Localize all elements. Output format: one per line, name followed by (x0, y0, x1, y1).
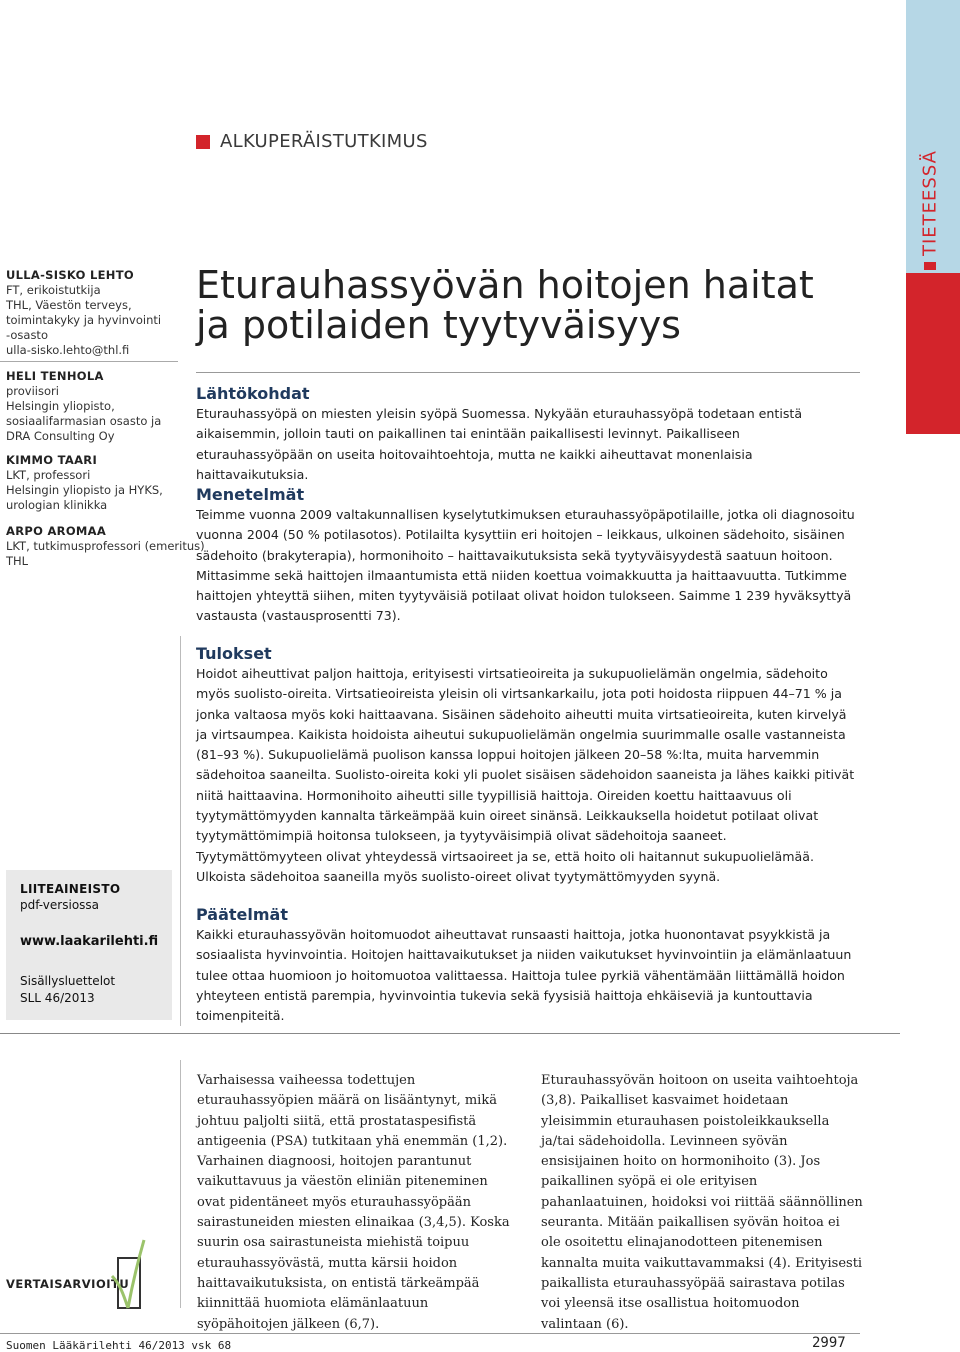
section-label (196, 131, 428, 152)
abstract-heading: Päätelmät (196, 905, 288, 924)
abstract-heading: Menetelmät (196, 485, 305, 504)
author-info: Helsingin yliopisto, (6, 399, 115, 413)
author-info: -osasto (6, 328, 48, 342)
page-number: 2997 (812, 1335, 846, 1351)
article-title (196, 265, 876, 345)
author-block (6, 524, 205, 569)
square-bullet-icon (196, 135, 210, 149)
author-info: LKT, professori (6, 468, 91, 482)
author-info: FT, erikoistutkija (6, 283, 101, 297)
peer-review-label: VERTAISARVIOITU (6, 1277, 130, 1291)
author-info: THL (6, 554, 29, 568)
author-info: DRA Consulting Oy (6, 429, 115, 443)
footer-journal: Suomen Lääkärilehti 46/2013 vsk 68 (6, 1339, 232, 1352)
abstract-text: Hoidot aiheuttivat paljon haittoja, erityisesti virtsatieoireita ja sukupuolielämän ongelmia, sädehoito myös suolisto-oireita. Virtsatieoireista yleisin oli virtsankarkailu, jota poti hoidosta riippuen 44–71 % ja jonka valtaosa myös koki haittaavana. Sisäinen sädehoito aiheutti muita virtsatieoireita, kuten kirvelyä ja virtsaumpea. Kaikista hoidoista aiheutui sukupuolielämän ongelmia suurimmalle osalle vastanneista (81–93 %). Sukupuolielämä puolison kanssa loppui hoitojen jälkeen 20–58 %:lta, muita harvemmin sädehoitoa saaneilta. Suolisto-oireita koki yli puolet sisäisen sädehoidon saaneista ja lähes kaikki pitivät niitä haittaavina. Hormonihoito aiheutti sille tyypillisiä haittoja. Oireiden koettu haittaavuus oli tyytymättömyyden kannalta tärkeämpää kuin oireet sinänsä. Leikkauksella hoidetut potilaat olivat tyytymättömimpiä hoitonsa tulokseen, ja tyytyväisimpiä olivat sädehoitoja saaneet. Tyytymättömyyteen olivat yhteydessä virtsaoireet ja se, että hoito oli haitannut sukupuolielämää. Ulkoista sädehoitoa saaneilla myös suolisto-oireet olivat tyytymättömyyden syynä. (196, 666, 855, 884)
references-subtitle: pdf-versiossa (20, 898, 100, 912)
author-info: LKT, tutkimusprofessori (emeritus) (6, 539, 205, 553)
abstract-heading: Tulokset (196, 644, 272, 663)
abstract-section-background (196, 384, 856, 485)
square-bullet-icon (924, 262, 936, 270)
author-block (6, 453, 176, 513)
author-info: Helsingin yliopisto ja HYKS, (6, 483, 163, 497)
peer-review-check-icon (108, 1236, 158, 1316)
website-link[interactable]: www.laakarilehti.fi (20, 934, 159, 949)
section-label-text: ALKUPERÄISTUTKIMUS (220, 131, 428, 152)
references-title: LIITEAINEISTO (20, 882, 121, 896)
abstract-text: Kaikki eturauhassyövän hoitomuodot aiheuttavat runsaasti haittoja, jotka huonontavat psyykkistä ja sosiaalista hyvinvointia. Hoitojen haittavaikutukset ja niiden vaikutukset hyvinvointiin ja elämänlaatuun tulee ottaa huomioon jo hoitomuotoa valittaessa. Haittoja tulee pyrkiä vähentämään liittämällä hoidon yhteyteen entistä parempia, hyvinvointia tukevia sekä fyysisiä haittoja ehkäiseviä ja kuntouttavia toimenpiteitä. (196, 927, 852, 1024)
toc-label: Sisällysluettelot (20, 974, 116, 988)
issue-label: SLL 46/2013 (20, 991, 95, 1005)
author-email: ulla-sisko.lehto@thl.fi (6, 343, 130, 357)
author-info: toimintakyky ja hyvinvointi (6, 313, 162, 327)
column-divider (180, 636, 181, 1026)
author-info: sosiaalifarmasian osasto ja (6, 414, 162, 428)
abstract-section-methods (196, 485, 856, 627)
references-box (6, 870, 172, 1020)
title-line: Eturauhassyövän hoitojen haitat (196, 263, 814, 307)
side-tab-bottom (906, 273, 960, 434)
side-tab-text: TIETEESSÄ (919, 150, 941, 256)
title-divider (196, 372, 860, 373)
author-info: THL, Väestön terveys, (6, 298, 132, 312)
column-divider (180, 1060, 181, 1308)
author-name: HELI TENHOLA (6, 369, 104, 383)
author-block (6, 369, 176, 444)
author-name: ARPO AROMAA (6, 524, 107, 538)
abstract-heading: Lähtökohdat (196, 384, 310, 403)
footer-divider (0, 1333, 860, 1334)
body-text-column: Varhaisessa vaiheessa todettujen eturauhassyöpien määrä on lisääntynyt, mikä johtuu paljolti siitä, että prostataspesifistä antigeenia (PSA) tutkitaan yhä enemmän (1,2). Varhainen diagnoosi, hoitojen parantunut vaikuttavuus ja väestön eliniän piteneminen ovat pidentäneet myös eturauhassyöpään sairastuneiden miesten elinaikaa (3,4,5). Koska suurin osa sairastuneista miehistä toipuu eturauhassyövästä, mutta kärsii hoidon haittavaikutuksista, on entistä tärkeämpää kiinnittää huomiota elämänlaatuun syöpähoitojen jälkeen (6,7). (197, 1073, 510, 1332)
abstract-text: Eturauhassyöpä on miesten yleisin syöpä Suomessa. Nykyään eturauhassyöpä todetaan entistä aikaisemmin, jolloin tauti on paikallinen tai enintään paikallisesti levinnyt. Paikalliseen eturauhassyöpään on useita hoitovaihtoehtoja, mutta ne kaikki aiheuttavat monenlaisia haittavaikutuksia. (196, 406, 803, 482)
side-tab-label (910, 150, 950, 270)
body-text-column: Eturauhassyövän hoitoon on useita vaihtoehtoja (3,8). Paikalliset kasvaimet hoidetaan yleisimmin eturauhasen poistoleikkauksella ja/tai sädehoidolla. Levinneen syövän ensisijainen hoito on hormonihoito (3). Jos paikallinen syöpä ei ole erityisen pahanlaatuinen, hoidoksi voi riittää säännöllinen seuranta. Mitään paikallisen syövän hoitoa ei ole osoitettu elinajanodotteen pitenemisen kannalta muita vaikuttavammaksi (4). Erityisesti paikallista eturauhassyöpää sairastava potilas voi yleensä itse osallistua hoitomuodon valintaan (6). (541, 1073, 863, 1332)
author-block (6, 268, 176, 358)
author-divider (0, 361, 178, 362)
author-info: proviisori (6, 384, 59, 398)
author-name: ULLA-SISKO LEHTO (6, 268, 134, 282)
abstract-section-conclusions (196, 905, 856, 1026)
abstract-section-results (196, 644, 856, 887)
author-name: KIMMO TAARI (6, 453, 98, 467)
title-line: ja potilaiden tyytyväisyys (196, 303, 681, 347)
section-divider (0, 1033, 900, 1034)
author-info: urologian klinikka (6, 498, 108, 512)
abstract-text: Teimme vuonna 2009 valtakunnallisen kyselytutkimuksen eturauhassyöpäpotilaille, jotka oli diagnosoitu vuonna 2004 (50 % potilasotos). Potilailta kysyttiin eri hoitojen – leikkaus, ulkoinen sädehoito, sisäinen sädehoito (brakyterapia), hormonihoito – haittavaikutuksista sekä tyytyväisyydestä saatuun hoitoon. Mittasimme sekä haittojen ilmaantumista että niiden koettua voimakkuutta ja haittaavuutta. Tutkimme haittojen yhteyttä siihen, miten tyytyväisiä potilaat olivat hoidon tulokseen. Saimme 1 239 hyväksyttyä vastausta (vastausprosentti 73). (196, 507, 855, 624)
